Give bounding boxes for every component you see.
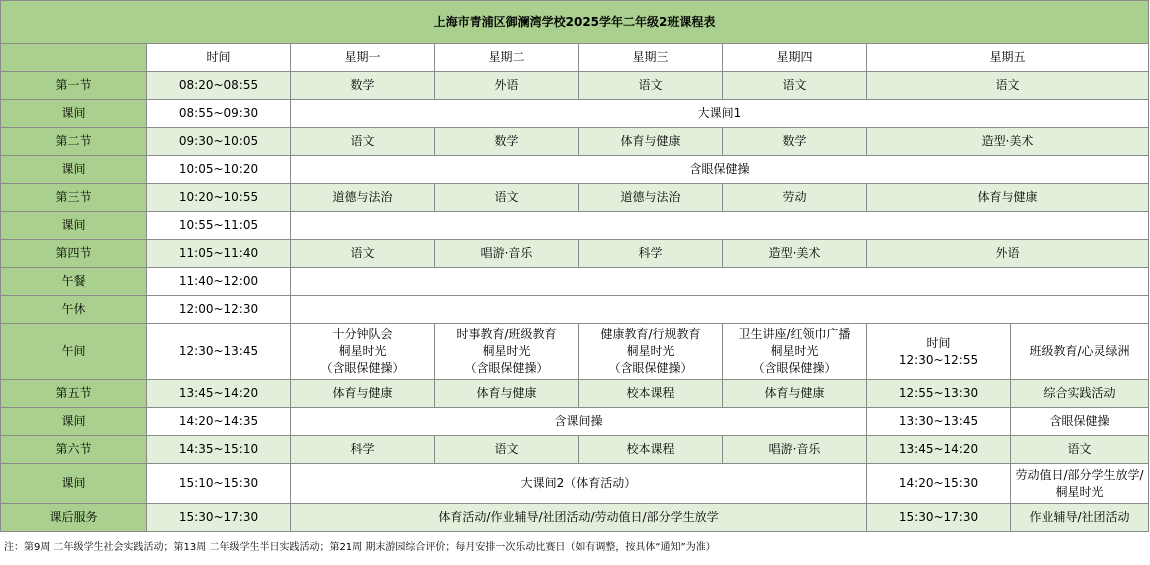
friday-time-cell: 13:45~14:20 bbox=[867, 436, 1011, 464]
schedule-span-cell: 含课间操 bbox=[291, 408, 867, 436]
schedule-cell-noon-wednesday bbox=[579, 324, 723, 380]
schedule-span-cell: 大课间2（体育活动） bbox=[291, 464, 867, 504]
friday-time-cell: 14:20~15:30 bbox=[867, 464, 1011, 504]
schedule-cell-noon-monday bbox=[291, 324, 435, 380]
cell-line: （含眼保健操） bbox=[608, 361, 693, 375]
row-label: 午餐 bbox=[1, 268, 147, 296]
cell-line: 时事教育/班级教育 bbox=[456, 327, 557, 341]
schedule-cell: 体育与健康 bbox=[723, 380, 867, 408]
cell-line: 健康教育/行规教育 bbox=[600, 327, 701, 341]
schedule-cell: 体育与健康 bbox=[291, 380, 435, 408]
row-time: 10:05~10:20 bbox=[147, 156, 291, 184]
friday-time-cell: 13:30~13:45 bbox=[867, 408, 1011, 436]
schedule-cell: 语文 bbox=[291, 240, 435, 268]
cell-line: 劳动值日/部分学生放学/ bbox=[1015, 467, 1144, 482]
row-label: 第一节 bbox=[1, 72, 147, 100]
schedule-cell: 校本课程 bbox=[579, 436, 723, 464]
friday-time-cell bbox=[867, 324, 1011, 380]
row-label: 课间 bbox=[1, 464, 147, 504]
schedule-cell-noon-thursday bbox=[723, 324, 867, 380]
schedule-span-cell: 体育活动/作业辅导/社团活动/劳动值日/部分学生放学 bbox=[291, 504, 867, 532]
row-label: 第五节 bbox=[1, 380, 147, 408]
header-corner bbox=[1, 44, 147, 72]
schedule-cell: 外语 bbox=[435, 72, 579, 100]
schedule-cell: 数学 bbox=[291, 72, 435, 100]
row-time: 12:30~13:45 bbox=[147, 324, 291, 380]
schedule-span-cell: 大课间1 bbox=[291, 100, 1149, 128]
header-thursday: 星期四 bbox=[723, 44, 867, 72]
cell-line: 桐星时光 bbox=[770, 344, 819, 358]
friday-activity-cell: 语文 bbox=[1011, 436, 1149, 464]
friday-activity-cell bbox=[1011, 464, 1149, 504]
schedule-span-cell: 含眼保健操 bbox=[291, 156, 1149, 184]
cell-line: 十分钟队会 bbox=[332, 327, 393, 341]
row-time: 14:35~15:10 bbox=[147, 436, 291, 464]
row-label: 午间 bbox=[1, 324, 147, 380]
row-time: 14:20~14:35 bbox=[147, 408, 291, 436]
schedule-cell: 科学 bbox=[291, 436, 435, 464]
header-tuesday: 星期二 bbox=[435, 44, 579, 72]
schedule-cell: 唱游·音乐 bbox=[435, 240, 579, 268]
schedule-cell: 造型·美术 bbox=[867, 128, 1149, 156]
schedule-span-cell bbox=[291, 268, 1149, 296]
schedule-cell: 造型·美术 bbox=[723, 240, 867, 268]
schedule-cell: 体育与健康 bbox=[867, 184, 1149, 212]
cell-line: 桐星时光 bbox=[626, 344, 675, 358]
schedule-cell: 唱游·音乐 bbox=[723, 436, 867, 464]
row-time: 11:40~12:00 bbox=[147, 268, 291, 296]
cell-line: 桐星时光 bbox=[482, 344, 531, 358]
schedule-cell-noon-tuesday bbox=[435, 324, 579, 380]
row-time: 15:10~15:30 bbox=[147, 464, 291, 504]
schedule-cell: 语文 bbox=[867, 72, 1149, 100]
cell-line: 12:30~12:55 bbox=[898, 352, 979, 367]
row-label: 课后服务 bbox=[1, 504, 147, 532]
header-friday: 星期五 bbox=[867, 44, 1149, 72]
schedule-cell: 科学 bbox=[579, 240, 723, 268]
friday-activity-cell: 含眼保健操 bbox=[1011, 408, 1149, 436]
row-label: 第六节 bbox=[1, 436, 147, 464]
cell-line: 桐星时光 bbox=[338, 344, 387, 358]
schedule-cell: 体育与健康 bbox=[579, 128, 723, 156]
row-time: 08:20~08:55 bbox=[147, 72, 291, 100]
schedule-cell: 道德与法治 bbox=[291, 184, 435, 212]
cell-line: 卫生讲座/红领巾广播 bbox=[738, 327, 851, 341]
friday-time-cell: 12:55~13:30 bbox=[867, 380, 1011, 408]
header-monday: 星期一 bbox=[291, 44, 435, 72]
header-wednesday: 星期三 bbox=[579, 44, 723, 72]
schedule-cell: 数学 bbox=[435, 128, 579, 156]
row-label: 第四节 bbox=[1, 240, 147, 268]
schedule-span-cell bbox=[291, 212, 1149, 240]
schedule-cell: 语文 bbox=[435, 184, 579, 212]
cell-line: 时间 bbox=[926, 335, 951, 350]
row-time: 10:55~11:05 bbox=[147, 212, 291, 240]
header-time: 时间 bbox=[147, 44, 291, 72]
timetable-title: 上海市青浦区御澜湾学校2025学年二年级2班课程表 bbox=[1, 1, 1149, 44]
schedule-cell: 校本课程 bbox=[579, 380, 723, 408]
row-label: 课间 bbox=[1, 408, 147, 436]
friday-activity-cell: 综合实践活动 bbox=[1011, 380, 1149, 408]
cell-line: 桐星时光 bbox=[1055, 484, 1104, 499]
cell-line: （含眼保健操） bbox=[320, 361, 405, 375]
schedule-cell: 道德与法治 bbox=[579, 184, 723, 212]
row-time: 13:45~14:20 bbox=[147, 380, 291, 408]
friday-activity-cell: 作业辅导/社团活动 bbox=[1011, 504, 1149, 532]
row-label: 课间 bbox=[1, 156, 147, 184]
row-time: 10:20~10:55 bbox=[147, 184, 291, 212]
friday-activity-cell: 班级教育/心灵绿洲 bbox=[1011, 324, 1149, 380]
schedule-cell: 数学 bbox=[723, 128, 867, 156]
row-label: 课间 bbox=[1, 212, 147, 240]
schedule-cell: 语文 bbox=[579, 72, 723, 100]
schedule-cell: 劳动 bbox=[723, 184, 867, 212]
schedule-cell: 语文 bbox=[723, 72, 867, 100]
schedule-cell: 语文 bbox=[291, 128, 435, 156]
schedule-cell: 语文 bbox=[435, 436, 579, 464]
cell-line: （含眼保健操） bbox=[464, 361, 549, 375]
row-time: 09:30~10:05 bbox=[147, 128, 291, 156]
cell-line: （含眼保健操） bbox=[752, 361, 837, 375]
row-label: 第二节 bbox=[1, 128, 147, 156]
footnote: 注：第9周 二年级学生社会实践活动；第13周 二年级学生半日实践活动；第21周 期末游园综合评价；每月安排一次乐动比赛日（如有调整，按具体“通知”为准） bbox=[4, 542, 716, 553]
row-time: 12:00~12:30 bbox=[147, 296, 291, 324]
row-label: 课间 bbox=[1, 100, 147, 128]
row-time: 15:30~17:30 bbox=[147, 504, 291, 532]
row-time: 08:55~09:30 bbox=[147, 100, 291, 128]
row-label: 第三节 bbox=[1, 184, 147, 212]
schedule-cell: 外语 bbox=[867, 240, 1149, 268]
row-label: 午休 bbox=[1, 296, 147, 324]
row-time: 11:05~11:40 bbox=[147, 240, 291, 268]
schedule-span-cell bbox=[291, 296, 1149, 324]
schedule-cell: 体育与健康 bbox=[435, 380, 579, 408]
friday-time-cell: 15:30~17:30 bbox=[867, 504, 1011, 532]
